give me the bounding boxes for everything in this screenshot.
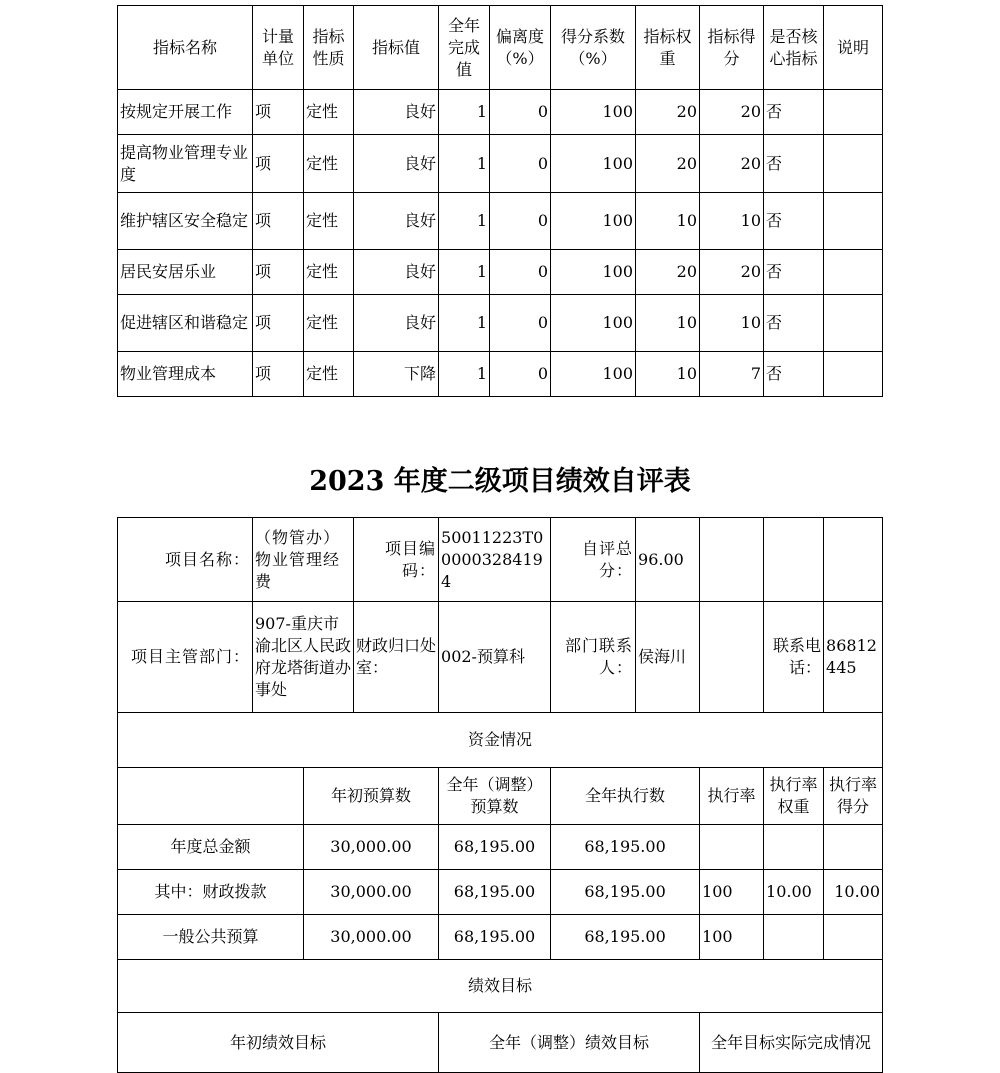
goal-actual-label: 全年目标实际完成情况 [700, 1013, 883, 1073]
indicator-coef: 100 [551, 250, 636, 295]
empty-cell [700, 518, 764, 602]
table-row [118, 915, 883, 960]
funds-initial: 30,000.00 [304, 870, 439, 915]
table-row [118, 825, 883, 870]
indicator-unit: 项 [253, 193, 304, 250]
indicator-deviation: 0 [490, 295, 551, 352]
indicator-nature: 定性 [304, 193, 354, 250]
table-row [118, 870, 883, 915]
funds-section-label: 资金情况 [118, 713, 883, 768]
header-initial-budget: 年初预算数 [304, 768, 439, 825]
goal-initial-label: 年初绩效目标 [118, 1013, 439, 1073]
goal-adjusted-label: 全年（调整）绩效目标 [439, 1013, 700, 1073]
dept-label: 项目主管部门： [118, 602, 253, 713]
indicator-coef: 100 [551, 193, 636, 250]
funds-section-row [118, 713, 883, 768]
table-row [118, 90, 883, 135]
indicator-note [824, 295, 883, 352]
indicator-done: 1 [439, 135, 490, 193]
self-score-value: 96.00 [636, 518, 700, 602]
indicator-name: 按规定开展工作 [118, 90, 253, 135]
header-done: 全年完成值 [439, 6, 490, 90]
table-row [118, 352, 883, 397]
indicator-coef: 100 [551, 352, 636, 397]
indicator-note [824, 352, 883, 397]
indicator-core: 否 [764, 352, 824, 397]
funds-rate-weight [764, 825, 824, 870]
header-indicator-name: 指标名称 [118, 6, 253, 90]
empty-cell [118, 768, 304, 825]
indicator-score: 20 [700, 90, 764, 135]
funds-executed: 68,195.00 [551, 870, 700, 915]
funds-adjusted: 68,195.00 [439, 825, 551, 870]
funds-executed: 68,195.00 [551, 915, 700, 960]
indicator-value: 良好 [354, 193, 439, 250]
funds-initial: 30,000.00 [304, 825, 439, 870]
indicator-note [824, 90, 883, 135]
indicator-value: 良好 [354, 135, 439, 193]
funds-row-label: 年度总金额 [118, 825, 304, 870]
finance-label: 财政归口处室： [354, 602, 439, 713]
indicator-unit: 项 [253, 90, 304, 135]
indicator-nature: 定性 [304, 135, 354, 193]
header-rate: 执行率 [700, 768, 764, 825]
funds-adjusted: 68,195.00 [439, 915, 551, 960]
funds-initial: 30,000.00 [304, 915, 439, 960]
indicator-score: 20 [700, 250, 764, 295]
empty-cell [764, 518, 824, 602]
dept-value: 907-重庆市渝北区人民政府龙塔街道办事处 [253, 602, 354, 713]
indicator-note [824, 135, 883, 193]
self-score-label: 自评总分： [551, 518, 636, 602]
indicator-name: 维护辖区安全稳定 [118, 193, 253, 250]
contact-value: 侯海川 [636, 602, 700, 713]
project-info-row [118, 518, 883, 602]
indicator-name: 提高物业管理专业度 [118, 135, 253, 193]
goals-header-row [118, 1013, 883, 1073]
indicator-coef: 100 [551, 295, 636, 352]
project-name-label: 项目名称： [118, 518, 253, 602]
indicator-note [824, 193, 883, 250]
indicator-weight: 10 [636, 295, 700, 352]
indicator-coef: 100 [551, 90, 636, 135]
table-row [118, 250, 883, 295]
indicator-unit: 项 [253, 135, 304, 193]
project-table [117, 517, 883, 1073]
indicator-unit: 项 [253, 250, 304, 295]
header-rate-weight: 执行率权重 [764, 768, 824, 825]
indicator-score: 20 [700, 135, 764, 193]
indicator-deviation: 0 [490, 90, 551, 135]
funds-rate [700, 825, 764, 870]
empty-cell [824, 518, 883, 602]
indicator-done: 1 [439, 90, 490, 135]
indicator-value: 良好 [354, 90, 439, 135]
indicator-name: 居民安居乐业 [118, 250, 253, 295]
project-name-value: （物管办）物业管理经费 [253, 518, 354, 602]
header-nature: 指标性质 [304, 6, 354, 90]
funds-rate-score [824, 825, 883, 870]
empty-cell [700, 602, 764, 713]
indicator-score: 7 [700, 352, 764, 397]
header-adjusted-budget: 全年（调整）预算数 [439, 768, 551, 825]
indicator-unit: 项 [253, 295, 304, 352]
funds-row-label: 其中：财政拨款 [118, 870, 304, 915]
phone-value: 86812445 [824, 602, 883, 713]
indicator-note [824, 250, 883, 295]
header-unit: 计量单位 [253, 6, 304, 90]
indicator-core: 否 [764, 135, 824, 193]
indicator-value: 下降 [354, 352, 439, 397]
indicator-core: 否 [764, 250, 824, 295]
indicator-coef: 100 [551, 135, 636, 193]
table-row [118, 193, 883, 250]
indicator-name: 促进辖区和谐稳定 [118, 295, 253, 352]
goals-section-row [118, 960, 883, 1013]
indicator-done: 1 [439, 352, 490, 397]
indicator-done: 1 [439, 193, 490, 250]
indicator-core: 否 [764, 90, 824, 135]
indicator-core: 否 [764, 193, 824, 250]
indicator-nature: 定性 [304, 295, 354, 352]
indicator-weight: 20 [636, 135, 700, 193]
indicator-done: 1 [439, 250, 490, 295]
indicator-unit: 项 [253, 352, 304, 397]
header-value: 指标值 [354, 6, 439, 90]
finance-value: 002-预算科 [439, 602, 551, 713]
indicator-weight: 10 [636, 193, 700, 250]
header-core: 是否核心指标 [764, 6, 824, 90]
funds-executed: 68,195.00 [551, 825, 700, 870]
project-code-label: 项目编码： [354, 518, 439, 602]
indicator-deviation: 0 [490, 193, 551, 250]
header-coef: 得分系数（%） [551, 6, 636, 90]
indicator-nature: 定性 [304, 352, 354, 397]
goals-section-label: 绩效目标 [118, 960, 883, 1013]
funds-rate: 100 [700, 870, 764, 915]
header-deviation: 偏离度（%） [490, 6, 551, 90]
table-row [118, 295, 883, 352]
indicator-value: 良好 [354, 250, 439, 295]
indicator-score: 10 [700, 295, 764, 352]
indicator-nature: 定性 [304, 250, 354, 295]
indicator-table [117, 5, 883, 397]
indicator-core: 否 [764, 295, 824, 352]
project-dept-row [118, 602, 883, 713]
funds-adjusted: 68,195.00 [439, 870, 551, 915]
indicator-header-row [118, 6, 883, 90]
project-code-value: 50011223T000003284194 [439, 518, 551, 602]
indicator-deviation: 0 [490, 135, 551, 193]
indicator-weight: 10 [636, 352, 700, 397]
indicator-value: 良好 [354, 295, 439, 352]
indicator-score: 10 [700, 193, 764, 250]
funds-rate-score [824, 915, 883, 960]
indicator-weight: 20 [636, 250, 700, 295]
header-note: 说明 [824, 6, 883, 90]
indicator-deviation: 0 [490, 250, 551, 295]
indicator-weight: 20 [636, 90, 700, 135]
funds-rate-score: 10.00 [824, 870, 883, 915]
indicator-name: 物业管理成本 [118, 352, 253, 397]
header-executed: 全年执行数 [551, 768, 700, 825]
funds-row-label: 一般公共预算 [118, 915, 304, 960]
funds-rate-weight [764, 915, 824, 960]
page-title: 2023 年度二级项目绩效自评表 [309, 466, 691, 497]
phone-label: 联系电话： [764, 602, 824, 713]
funds-header-row [118, 768, 883, 825]
header-weight: 指标权重 [636, 6, 700, 90]
header-rate-score: 执行率得分 [824, 768, 883, 825]
indicator-nature: 定性 [304, 90, 354, 135]
table-row [118, 135, 883, 193]
indicator-deviation: 0 [490, 352, 551, 397]
contact-label: 部门联系人： [551, 602, 636, 713]
funds-rate-weight: 10.00 [764, 870, 824, 915]
indicator-done: 1 [439, 295, 490, 352]
header-score: 指标得分 [700, 6, 764, 90]
funds-rate: 100 [700, 915, 764, 960]
